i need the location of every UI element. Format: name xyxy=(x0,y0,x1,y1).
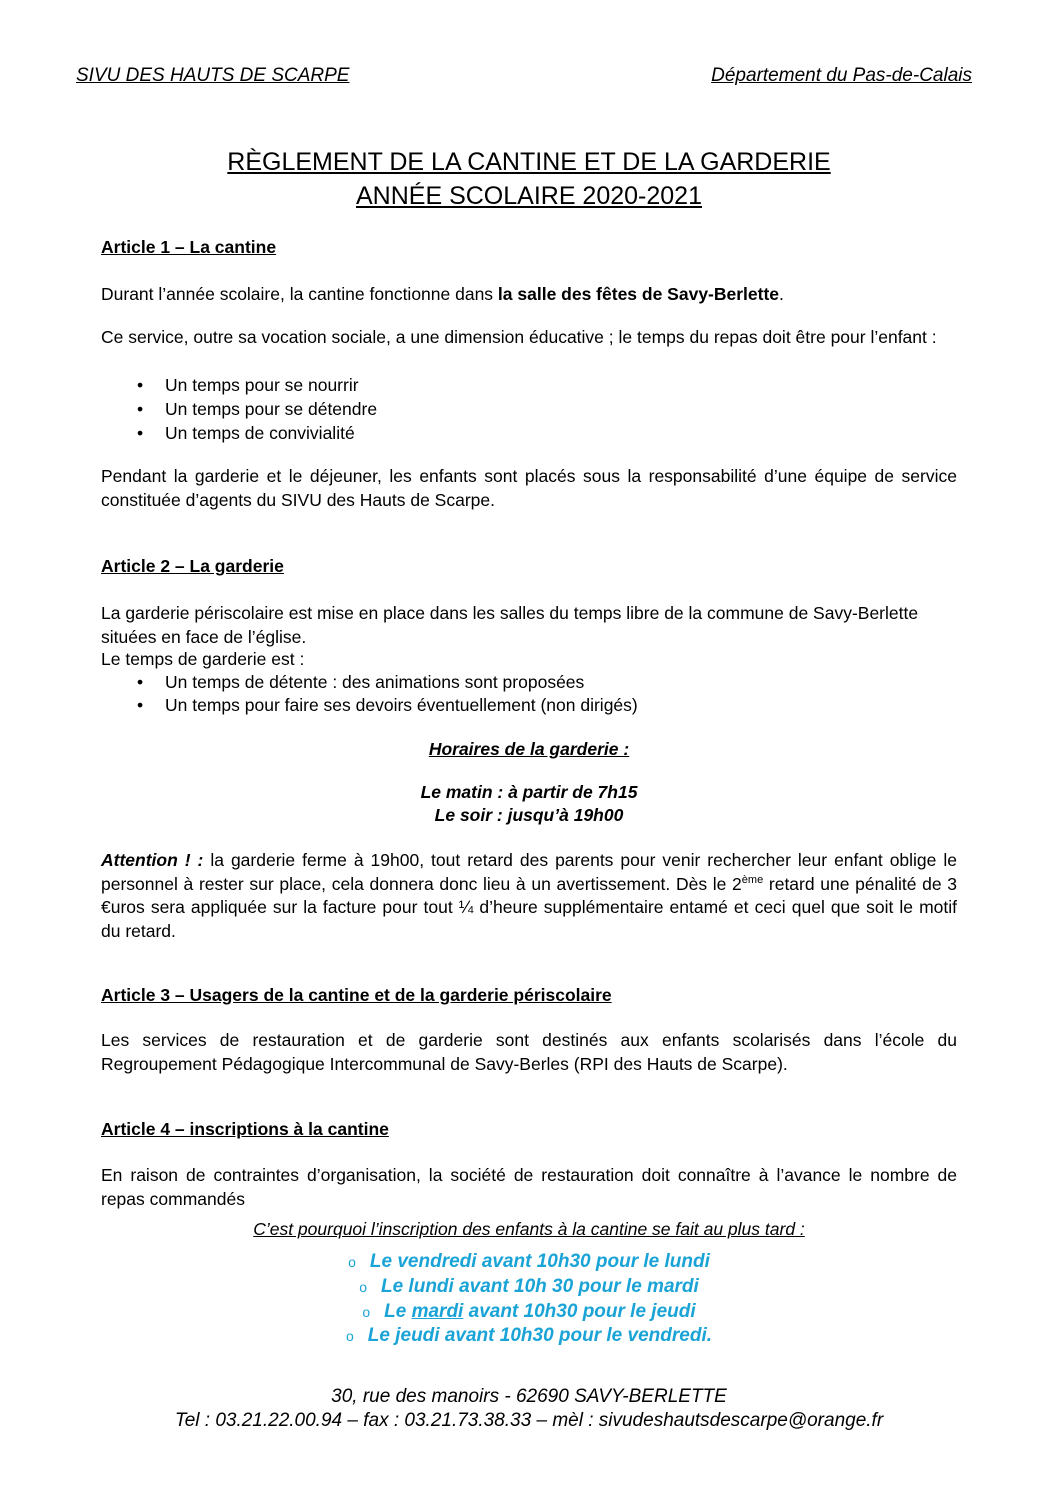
footer-contact: Tel : 03.21.22.00.94 – fax : 03.21.73.38.33 – mèl : sivudeshautsdescarpe@orange.fr xyxy=(174,1410,884,1431)
deadline-text: avant 10h30 pour le jeudi xyxy=(463,1301,696,1322)
text-run: la garderie ferme à 19h00, tout retard des parents pour venir rechercher leur enfant oblige le personnel à rester sur place, cela donnera donc lieu à un avertissement. Dès le 2 xyxy=(101,850,957,894)
header-department: Département du Pas-de-Calais xyxy=(711,65,972,86)
circle-bullet-icon: o xyxy=(359,1279,367,1295)
deadline-intro: C’est pourquoi l’inscription des enfants à la cantine se fait au plus tard : xyxy=(253,1219,805,1239)
article-1-heading: Article 1 – La cantine xyxy=(101,237,277,257)
text-run: retard une pénalité de 3 €uros sera appliquée sur la facture pour tout ¼ d’heure supplémentaire entamé et ceci quel que soit le motif du retard. xyxy=(101,873,957,941)
bullet-icon: • xyxy=(137,695,144,715)
deadline-item xyxy=(0,1251,1058,1273)
list-item-text: Un temps de convivialité xyxy=(165,423,355,443)
article-1-paragraph-1 xyxy=(101,283,957,307)
hours-title: Horaires de la garderie : xyxy=(428,739,630,759)
bold-text-run: la salle des fêtes de Savy-Berlette xyxy=(497,284,780,304)
bullet-icon: • xyxy=(137,423,144,443)
circle-bullet-icon: o xyxy=(362,1304,371,1320)
superscript: ème xyxy=(741,873,764,886)
attention-paragraph xyxy=(101,849,957,943)
article-3-heading: Article 3 – Usagers de la cantine et de la garderie périscolaire xyxy=(101,985,612,1005)
deadline-text: Le lundi avant 10h 30 pour le mardi xyxy=(380,1276,699,1297)
hours-morning: Le matin : à partir de 7h15 xyxy=(420,782,638,802)
hours-evening: Le soir : jusqu’à 19h00 xyxy=(434,805,624,825)
document-title: RÈGLEMENT DE LA CANTINE ET DE LA GARDERIE xyxy=(227,148,831,176)
text-run: . xyxy=(779,284,784,304)
list-item-text: Un temps pour se nourrir xyxy=(165,375,359,395)
attention-label: Attention ! : xyxy=(101,850,204,870)
bullet-icon: • xyxy=(137,672,144,692)
article-1-paragraph-3: Pendant la garderie et le déjeuner, les enfants sont placés sous la responsabilité d’une équipe de service constituée d’agents du SIVU des Hauts de Scarpe. xyxy=(101,466,957,510)
text-run: Durant l’année scolaire, la cantine fonctionne dans xyxy=(101,284,498,304)
deadline-item xyxy=(0,1301,1058,1323)
article-3-paragraph-1: Les services de restauration et de garderie sont destinés aux enfants scolarisés dans l’école du Regroupement Pédagogique Intercommunal de Savy-Berles (RPI des Hauts de Scarpe). xyxy=(101,1030,957,1074)
article-2-paragraph-2: Le temps de garderie est : xyxy=(101,649,305,669)
deadline-text: Le xyxy=(384,1301,412,1322)
document-subtitle: ANNÉE SCOLAIRE 2020-2021 xyxy=(355,182,702,210)
deadline-text: Le vendredi avant 10h30 pour le lundi xyxy=(369,1251,710,1272)
article-4-paragraph-1: En raison de contraintes d’organisation, la société de restauration doit connaître à l’avance le nombre de repas commandés xyxy=(101,1165,957,1209)
article-1-paragraph-2: Ce service, outre sa vocation sociale, a une dimension éducative ; le temps du repas doit être pour l’enfant : xyxy=(101,327,937,347)
list-item-text: Un temps de détente : des animations sont proposées xyxy=(165,672,585,692)
bullet-icon: • xyxy=(137,375,144,395)
article-2-heading: Article 2 – La garderie xyxy=(101,556,284,576)
bullet-icon: • xyxy=(137,399,144,419)
article-2-paragraph-1: La garderie périscolaire est mise en place dans les salles du temps libre de la commune de Savy-Berlette situées en face de l’église. xyxy=(101,603,919,647)
deadline-underlined-day: mardi xyxy=(411,1301,464,1322)
footer-address: 30, rue des manoirs - 62690 SAVY-BERLETTE xyxy=(331,1386,727,1407)
list-item-text: Un temps pour se détendre xyxy=(165,399,378,419)
circle-bullet-icon: o xyxy=(348,1254,356,1270)
list-item-text: Un temps pour faire ses devoirs éventuellement (non dirigés) xyxy=(165,695,638,715)
deadline-text: Le jeudi avant 10h30 pour le vendredi. xyxy=(367,1325,712,1346)
deadline-item xyxy=(0,1325,1058,1347)
header-organization: SIVU DES HAUTS DE SCARPE xyxy=(76,65,350,86)
article-4-heading: Article 4 – inscriptions à la cantine xyxy=(101,1119,389,1139)
deadline-item xyxy=(0,1276,1058,1298)
circle-bullet-icon: o xyxy=(345,1328,354,1344)
